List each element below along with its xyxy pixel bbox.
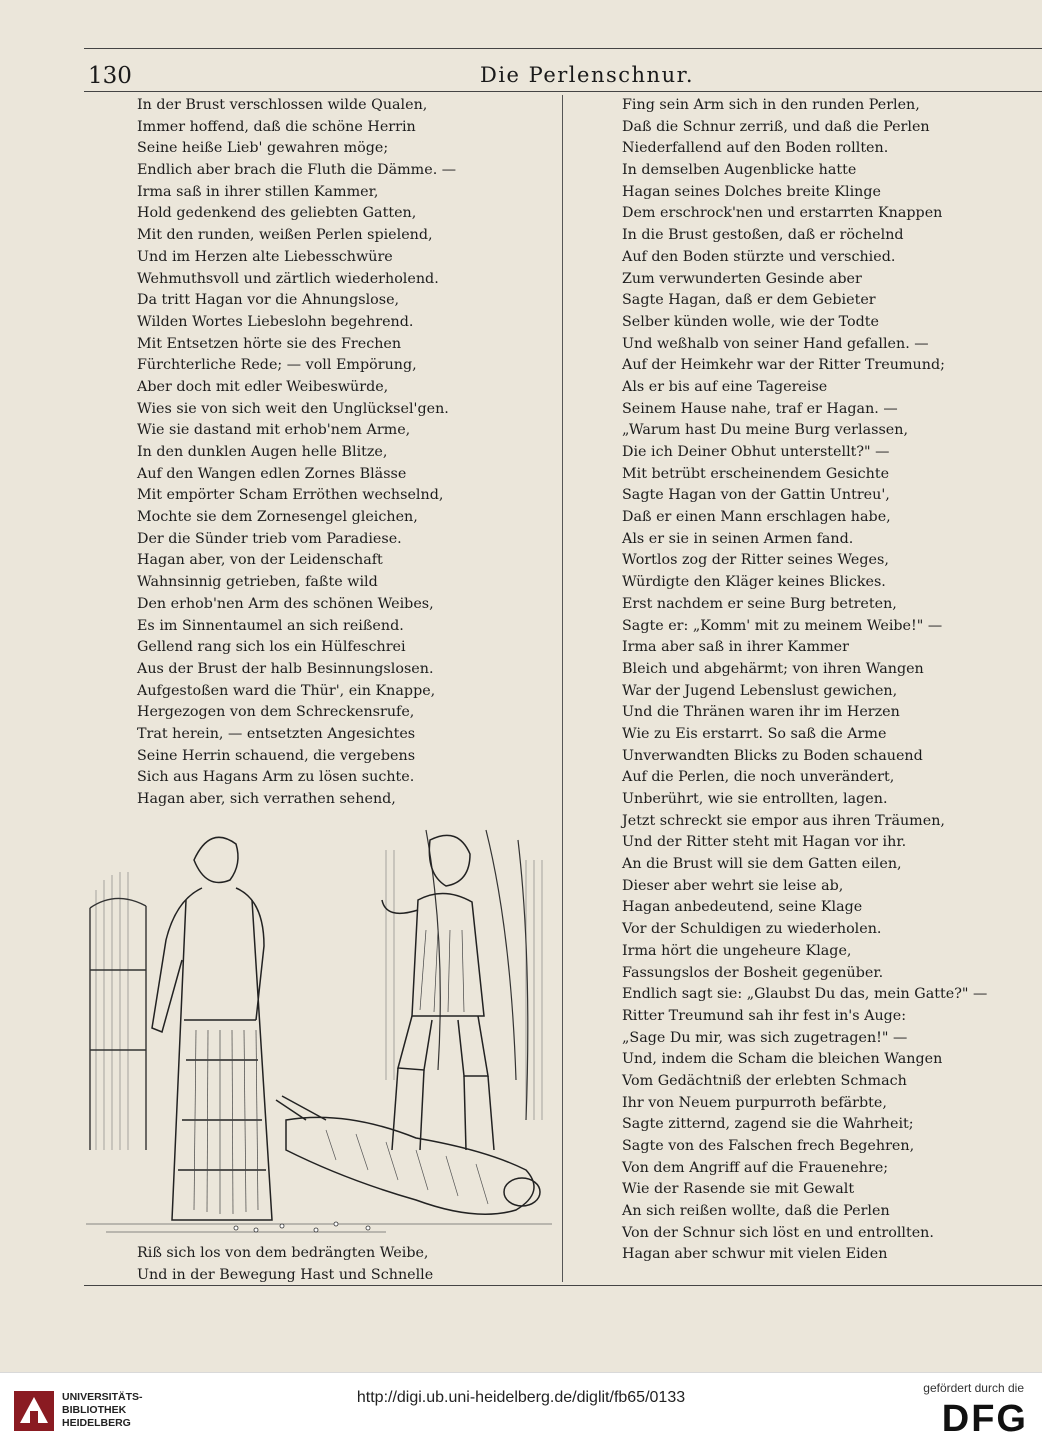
verse-line: Von dem Angriff auf die Frauenehre; <box>622 1159 889 1176</box>
verse-line: Sagte von des Falschen frech Begehren, <box>622 1138 915 1154</box>
verse-line: Wie sie dastand mit erhob'nem Arme, <box>137 422 411 439</box>
verse-line: Jetzt schreckt sie empor aus ihren Träumen, <box>622 812 945 829</box>
verse-line: Unberührt, wie sie entrollten, lagen. <box>622 791 888 807</box>
verse-line: Selber künden wolle, wie der Todte <box>622 313 880 330</box>
verse-line: Zum verwunderten Gesinde aber <box>622 270 862 287</box>
right-column <box>622 95 987 1266</box>
verse-line: Bleich und abgehärmt; von ihren Wangen <box>622 660 924 677</box>
verse-line: Wies sie von sich weit den Unglücksel'gen. <box>137 400 449 417</box>
verse-line: Und in der Bewegung Hast und Schnelle <box>137 1266 434 1283</box>
library-logo-icon <box>12 1389 56 1433</box>
engraving-illustration <box>86 820 552 1240</box>
verse-line: Den erhob'nen Arm des schönen Weibes, <box>137 595 434 612</box>
verse-line: Daß er einen Mann erschlagen habe, <box>622 509 891 526</box>
verse-line: Unverwandten Blicks zu Boden schauend <box>622 747 923 764</box>
verse-line: Dieser aber wehrt sie leise ab, <box>622 877 844 894</box>
verse-line: Ritter Treumund sah ihr fest in's Auge: <box>622 1007 907 1024</box>
verse-line: Die ich Deiner Obhut unterstellt?" — <box>622 444 890 460</box>
verse-line: Es im Sinnentaumel an sich reißend. <box>137 617 404 634</box>
library-name-line: UNIVERSITÄTS- <box>62 1391 143 1403</box>
verse-line: Und weßhalb von seiner Hand gefallen. — <box>622 335 929 352</box>
verse-line: Daß die Schnur zerriß, und daß die Perlen <box>622 118 930 135</box>
verse-line: Auf die Perlen, die noch unverändert, <box>622 769 895 786</box>
verse-line: Mit Entsetzen hörte sie des Frechen <box>137 335 402 352</box>
verse-line: Immer hoffend, daß die schöne Herrin <box>137 118 416 135</box>
verse-line: Mit betrübt erscheinendem Gesichte <box>622 465 890 482</box>
verse-line: Sagte er: „Komm' mit zu meinem Weibe!" — <box>622 617 943 634</box>
verse-line: Hagan aber schwur mit vielen Eiden <box>622 1246 888 1263</box>
verse-line: Der die Sünder trieb vom Paradiese. <box>137 530 402 547</box>
verse-line: Als er sie in seinen Armen fand. <box>622 530 854 547</box>
page-title: Die Perlenschnur. <box>480 63 694 87</box>
verse-line: Irma hört die ungeheure Klage, <box>622 942 852 959</box>
left-column-bottom <box>137 1243 433 1286</box>
verse-line: Und im Herzen alte Liebesschwüre <box>137 248 393 265</box>
verse-line: Und der Ritter steht mit Hagan vor ihr. <box>622 834 907 851</box>
verse-line: Seinem Hause nahe, traf er Hagan. — <box>622 400 898 417</box>
verse-line: Mit den runden, weißen Perlen spielend, <box>137 227 433 244</box>
library-name-line: HEIDELBERG <box>62 1417 131 1429</box>
library-name-line: BIBLIOTHEK <box>62 1404 127 1416</box>
verse-line: In die Brust gestoßen, daß er röchelnd <box>622 227 904 244</box>
verse-line: In der Brust verschlossen wilde Qualen, <box>137 97 428 113</box>
permalink-url[interactable]: http://digi.ub.uni-heidelberg.de/diglit/fb65/0133 <box>356 1389 686 1406</box>
verse-line: Erst nachdem er seine Burg betreten, <box>622 595 897 612</box>
verse-line: Ihr von Neuem purpurroth befärbte, <box>622 1094 887 1111</box>
verse-line: Sagte zitternd, zagend sie die Wahrheit; <box>622 1116 914 1133</box>
verse-line: Hagan aber, sich verrathen sehend, <box>137 791 396 807</box>
page-number: 130 <box>88 63 132 89</box>
verse-line: Vom Gedächtniß der erlebten Schmach <box>622 1072 907 1089</box>
verse-line: War der Jugend Lebenslust gewichen, <box>622 682 898 699</box>
verse-line: Irma aber saß in ihrer Kammer <box>622 639 849 656</box>
verse-line: Trat herein, — entsetzten Angesichtes <box>137 725 416 742</box>
verse-line: Da tritt Hagan vor die Ahnungslose, <box>137 292 400 309</box>
verse-line: Fürchterliche Rede; — voll Empörung, <box>137 357 417 374</box>
verse-line: Fassungslos der Bosheit gegenüber. <box>622 964 884 981</box>
verse-line: Mit empörter Scham Erröthen wechselnd, <box>137 487 444 504</box>
verse-line: „Warum hast Du meine Burg verlassen, <box>622 422 908 439</box>
verse-line: Endlich aber brach die Fluth die Dämme. — <box>137 162 457 179</box>
verse-line: An die Brust will sie dem Gatten eilen, <box>622 856 902 873</box>
verse-line: An sich reißen wollte, daß die Perlen <box>622 1203 890 1220</box>
verse-line: Hergezogen von dem Schreckensrufe, <box>137 704 415 721</box>
verse-line: Auf den Boden stürzte und verschied. <box>622 248 896 265</box>
verse-line: Hagan aber, von der Leidenschaft <box>137 552 383 569</box>
bottom-rule <box>84 1285 1042 1286</box>
verse-line: Sagte Hagan, daß er dem Gebieter <box>622 292 876 309</box>
verse-line: Hagan seines Dolches breite Klinge <box>622 183 881 200</box>
verse-line: Seine heiße Lieb' gewahren möge; <box>137 140 389 157</box>
verse-line: Riß sich los von dem bedrängten Weibe, <box>137 1245 429 1261</box>
verse-line: Auf der Heimkehr war der Ritter Treumund; <box>622 357 945 374</box>
verse-line: Wehmuthsvoll und zärtlich wiederholend. <box>137 270 439 287</box>
verse-line: Mochte sie dem Zornesengel gleichen, <box>137 509 418 526</box>
verse-line: Und die Thränen waren ihr im Herzen <box>622 704 900 721</box>
verse-line: Von der Schnur sich löst en und entrollten. <box>622 1224 934 1241</box>
verse-line: Endlich sagt sie: „Glaubst Du das, mein Gatte?" — <box>622 986 988 1003</box>
verse-line: In den dunklen Augen helle Blitze, <box>137 444 388 460</box>
verse-line: Vor der Schuldigen zu wiederholen. <box>622 921 882 938</box>
header-rule <box>84 91 1042 92</box>
verse-line: Wahnsinnig getrieben, faßte wild <box>137 574 378 591</box>
verse-line: Wortlos zog der Ritter seines Weges, <box>622 552 889 569</box>
left-column-top <box>137 95 456 811</box>
verse-line: Sagte Hagan von der Gattin Untreu', <box>622 487 890 504</box>
library-name <box>62 1391 143 1430</box>
verse-line: Und, indem die Scham die bleichen Wangen <box>622 1051 943 1068</box>
verse-line: Auf den Wangen edlen Zornes Blässe <box>137 465 407 482</box>
verse-line: Hagan anbedeutend, seine Klage <box>622 899 863 916</box>
dfg-logo: DFG <box>941 1398 1028 1440</box>
verse-line: Sich aus Hagans Arm zu lösen suchte. <box>137 769 415 786</box>
verse-line: Aufgestoßen ward die Thür', ein Knappe, <box>137 682 436 699</box>
verse-line: Wie der Rasende sie mit Gewalt <box>622 1181 855 1198</box>
top-rule <box>84 48 1042 49</box>
verse-line: „Sage Du mir, was sich zugetragen!" — <box>622 1029 908 1046</box>
verse-line: Wie zu Eis erstarrt. So saß die Arme <box>622 725 887 742</box>
verse-line: Aber doch mit edler Weibeswürde, <box>137 378 389 395</box>
verse-line: Würdigte den Kläger keines Blickes. <box>622 574 886 591</box>
verse-line: Als er bis auf eine Tagereise <box>622 378 828 395</box>
verse-line: Irma saß in ihrer stillen Kammer, <box>137 183 379 200</box>
verse-line: Gellend rang sich los ein Hülfeschrei <box>137 639 406 656</box>
verse-line: Seine Herrin schauend, die vergebens <box>137 747 416 764</box>
verse-line: Niederfallend auf den Boden rollten. <box>622 140 889 157</box>
column-divider <box>562 95 563 1282</box>
verse-line: In demselben Augenblicke hatte <box>622 162 857 179</box>
verse-line: Hold gedenkend des geliebten Gatten, <box>137 205 417 222</box>
footer-bar <box>0 1372 1042 1447</box>
verse-line: Wilden Wortes Liebeslohn begehrend. <box>137 313 414 330</box>
verse-line: Aus der Brust der halb Besinnungslosen. <box>137 660 434 677</box>
funding-text: gefördert durch die <box>923 1381 1024 1395</box>
verse-line: Fing sein Arm sich in den runden Perlen, <box>622 97 920 113</box>
verse-line: Dem erschrock'nen und erstarrten Knappen <box>622 205 943 222</box>
